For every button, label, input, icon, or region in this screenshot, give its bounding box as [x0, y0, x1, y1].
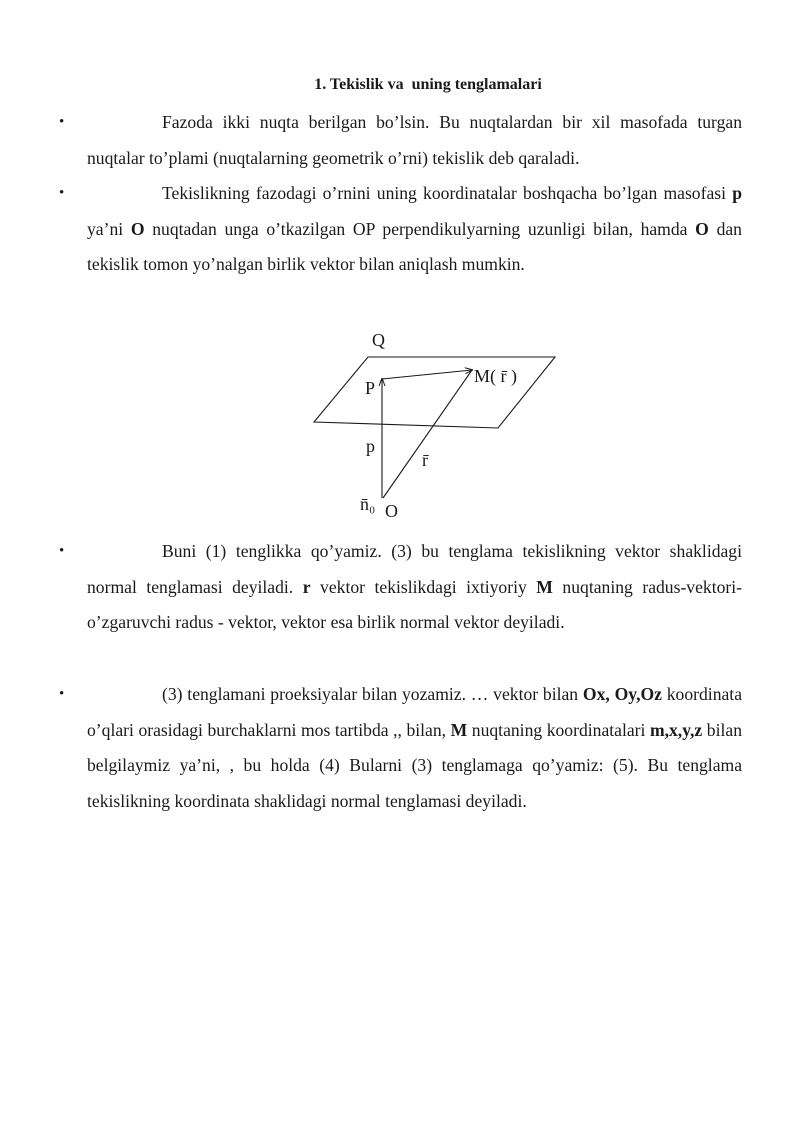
list-item: [59, 677, 742, 819]
bullet: •: [59, 114, 65, 130]
bold-term: Ox, Oy,Oz: [582, 684, 662, 704]
plane-q: [314, 357, 555, 428]
paragraph-text: bilan belgilaymiz ya’ni, , bu holda (4) Bularni (3) tenglamaga qo’yamiz: (5). Bu tenglama tekislikning koordinata shaklidagi normal tenglamasi deyiladi.: [87, 719, 742, 811]
bullet: •: [59, 686, 65, 702]
label-r: r̄: [422, 450, 428, 470]
label-n0: n̄₀: [360, 494, 376, 514]
list-item: [59, 176, 742, 283]
paragraph-text: Tekislikning fazodagi o’rnini uning koordinatalar boshqacha bo’lgan masofasi: [162, 183, 733, 203]
paragraph-text: Buni (1) tenglikka qo’yamiz. (3) bu tenglama tekislikning vektor shaklidagi normal tenglamasi deyiladi.: [87, 541, 742, 597]
bold-term: r: [302, 576, 311, 597]
bold-term: p: [732, 183, 742, 203]
label-m: M( r̄ ): [474, 366, 517, 386]
label-p-point: P: [365, 378, 376, 398]
paragraph-text: ya’ni: [87, 218, 131, 239]
bold-term: M: [450, 719, 468, 740]
bold-term: m,x,y,z: [649, 719, 703, 740]
bold-term: O: [130, 218, 145, 239]
paragraph-text: nuqtadan unga o’tkazilgan OP perpendikulyarning uzunligi bilan, hamda: [144, 218, 696, 239]
label-q: Q: [372, 330, 385, 350]
pm-vector: [382, 370, 472, 379]
label-o: O: [385, 501, 398, 521]
bold-term: O: [695, 218, 709, 239]
om-radius-vector: [383, 370, 472, 498]
paragraph-text: Fazoda ikki nuqta berilgan bo’lsin. Bu nuqtalardan bir xil masofada turgan nuqtalar to’plami (nuqtalarning geometrik o’rni) tekislik deb qaraladi.: [87, 112, 742, 168]
paragraph-text: (3) tenglamani proeksiyalar bilan yozamiz. … vektor bilan: [162, 684, 583, 704]
paragraph-text: nuqtaning koordinatalari: [467, 719, 650, 740]
paragraph-text: nuqtaning radus-vektori-o’zgaruvchi radus - vektor, vektor esa birlik normal vektor deyiladi.: [87, 576, 742, 632]
plane-figure: [300, 326, 570, 526]
list-item: [59, 534, 742, 641]
bullet: •: [59, 543, 65, 559]
paragraph-text: koordinata o’qlari orasidagi burchaklarni mos tartibda ,, bilan,: [87, 684, 742, 740]
plane-diagram: [300, 326, 570, 526]
bold-term: M: [536, 576, 553, 597]
list-item: [59, 105, 742, 176]
label-p-length: p: [366, 436, 375, 456]
paragraph-text: vektor tekislikdagi ixtiyoriy: [310, 576, 537, 597]
page-title: 1. Tekislik va uning tenglamalari: [314, 76, 542, 93]
bullet: •: [59, 185, 65, 201]
paragraph-text: dan tekislik tomon yo’nalgan birlik vektor bilan aniqlash mumkin.: [87, 218, 742, 274]
